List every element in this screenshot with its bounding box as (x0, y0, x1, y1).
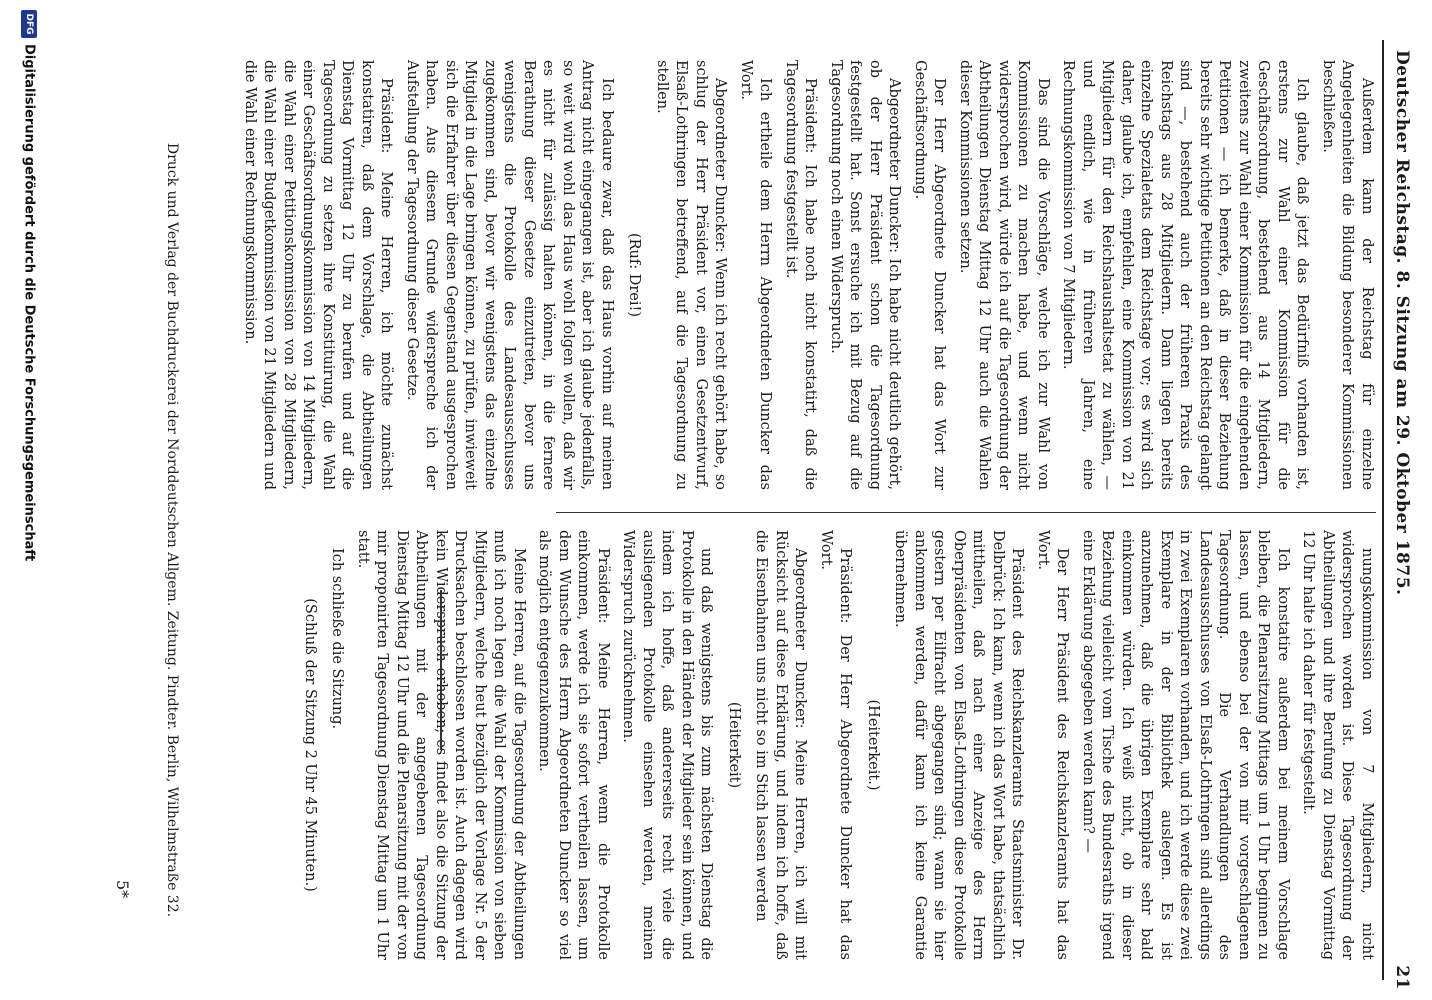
paragraph: Ich bedaure zwar, daß das Haus vorhin auf meinen Antrag nicht eingegangen ist, aber ich glaube jedenfalls, so weit wird wohl das Haus wohl folgen wollen, daß wir es nicht für zulässig halten können, in die fernere Berathung dieser Gesetze einzutreten, bevor uns wenigstens die Protokolle des Landesausschusses zugekommen sind, bevor wir wenigstens das einzelne Mitglied in die Lage bringen können, zu prüfen, inwieweit sich die Erfahrer über diesen Gegenstand ausgesprochen haben. Aus diesem Grunde widerspreche ich der Aufstellung der Tagesordnung dieser Gesetze. (404, 60, 615, 490)
printer-imprint: Druck und Verlag der Buchdruckerei der Norddeutschen Allgem. Zeitung. Pindter. Berlin, Wilhelmstraße 32. (164, 142, 180, 918)
column-divider (556, 512, 1376, 513)
paragraph: Präsident: Meine Herren, ich möchte zunächst konstatiren, daß dem Vorschlage, die Abtheilungen Dienstag Vormittag 12 Uhr zu berufen und auf die Tagesordnung zu setzen ihre Konstituirung, die Wahl einer Geschäftsordnungskommission von 14 Mitgliedern, die Wahl einer Petitionskommission von 28 Mitgliedern, die Wahl einer Budgetkommission von 21 Mitgliedern und die Wahl einer Rechnungskommission. (242, 60, 395, 490)
running-title: Deutscher Reichstag. 8. Sitzung am 29. Oktober 1875. (1392, 50, 1412, 596)
paragraph: Präsident: Meine Herren, wenn die Protokolle einkommen, werde ich sie sofort vertheilen lassen, um dem Wunsche des Herrn Abgeordneten Duncker so viel als möglich entgegenzukommen. (536, 530, 611, 960)
dfg-notice-text: Digitalisierung gefördert durch die Deutsche Forschungsgemeinschaft (21, 44, 37, 562)
paragraph: Ich schließe die Sitzung. (329, 548, 346, 730)
signature-mark: 5* (113, 880, 132, 899)
paragraph: Abgeordneter Duncker: Wenn ich recht gehört habe, so schlug der Herr Präsident vor, einen Gesetzentwurf, Elsaß-Lothringen betreffend, auf die Tagesordnung zu stellen. (654, 60, 729, 490)
paragraph: Ich konstatire außerdem bei meinem Vorschlage bleiben, die Plenarsitzung Mittags um 1 Uhr beginnen zu lassen, und ebenso bei der von mir vorgeschlagenen Tagesordnung. Die Verhandlungen des Landesausschusses von Elsaß-Lothringen sind allerdings in zwei Exemplaren vorhanden, und ich werde diese zwei Exemplare in der Bibliothek auslegen. Es ist anzunehmen, daß die übrigen Exemplare sehr bald einkommen würden. Ich weiß nicht, ob in dieser Beziehung vielleicht vom Tische des Bundesraths irgend eine Erklärung abgegeben werden kann? — (1080, 530, 1291, 960)
interjection: (Ruf: Drei!) (626, 232, 643, 318)
paragraph: Präsident des Reichskanzleramts Staatsminister Dr. Delbrück: Ich kann, wenn ich das Wort habe, thatsächlich mittheilen, daß nach einer Anzeige des Herrn Oberpräsidenten von Elsaß-Lothringen diese Protokolle gestern per Eilfracht abgegangen sind; wann sie hier ankommen werden, dafür kann ich keine Garantie übernehmen. (892, 530, 1026, 960)
end-rule (440, 590, 442, 750)
interjection: (Schluß der Sitzung 2 Uhr 45 Minuten.) (302, 598, 318, 892)
paragraph: Meine Herren, auf die Tagesordnung der Abtheilungen muß ich noch legen die Wahl der Kommission von sieben Mitgliedern, welche heut bezüglich der Vorlage Nr. 5 der Drucksachen beschlossen worden ist. Auch dagegen wird kein Widerspruch erhoben; es findet also die Sitzung der Abtheilungen mit der angegebenen Tagesordnung Dienstag Mittag 12 Uhr und die Plenarsitzung mit der von mir proponirten Tagesordnung Dienstag Mittag um 1 Uhr statt. (355, 530, 527, 960)
paragraph: Präsident: Ich habe noch nicht konstatirt, daß die Tagesordnung festgestellt ist. (783, 60, 819, 490)
paragraph: Der Herr Abgeordnete Duncker hat das Wort zur Geschäftsordnung. (912, 60, 948, 490)
paragraph: Präsident: Der Herr Abgeordnete Duncker hat das Wort. (818, 530, 854, 960)
interjection: (Heiterkeit) (726, 701, 742, 789)
paragraph: Abgeordneter Duncker: Ich habe nicht deutlich gehört, ob der Herr Präsident schon die Tagesordnung festgestellt hat. Sonst ersuche ich mit Bezug auf die Tagesordnung noch einen Widerspruch. (828, 60, 903, 490)
paragraph: Abgeordneter Duncker: Meine Herren, ich will mit Rücksicht auf diese Erklärung, und indem ich hoffe, daß die Eisenbahnen uns nicht so im Stich lassen werden (753, 530, 809, 960)
dfg-logo: DFG (21, 10, 37, 38)
header-rule (1382, 40, 1384, 980)
right-text-column (292, 530, 1377, 960)
paragraph: Ich glaube, daß jetzt das Bedürfniß vorhanden ist, erstens zur Wahl einer Kommission für die Geschäftsordnung, bestehend aus 14 Mitgliedern, zweitens zur Wahl einer Kommission für die eingehenden Petitionen — ich bemerke, daß in dieser Beziehung bereits sehr wichtige Petitionen an den Reichstag gelangt sind —, bestehend auch der früheren Praxis des Reichstags aus 28 Mitgliedern. Dann liegen bereits einzelne Spezialetats dem Reichstage vor; es wird sich daher, glaube ich, empfehlen, eine Kommission von 21 Mitgliedern für den Reichshaushaltsetat zu wählen, — und endlich, wie in früheren Jahren, eine Rechnungskommission von 7 Mitgliedern. (1060, 60, 1311, 490)
interjection: (Heiterkeit.) (865, 699, 881, 791)
page-number: 21 (1392, 965, 1412, 990)
dfg-funding-notice (7, 0, 37, 1000)
paragraph: Außerdem kann der Reichstag für einzelne Angelegenheiten die Bildung besonderer Kommissionen beschließen. (1320, 60, 1375, 490)
paragraph: und daß wenigstens bis zum nächsten Dienstag die Protokolle in den Händen der Mitglieder sein können, und indem ich hoffe, daß andererseits recht viele die ausliegenden Protokolle einsehen werden, meinen Widerspruch zurücknehmen. (620, 530, 715, 960)
left-text-column (234, 60, 1377, 490)
paragraph: Das sind die Vorschläge, welche ich zur Wahl von Kommissionen zu machen habe, und wenn nicht widersprochen wird, würde ich auf die Tagesordnung der Abtheilungen Dienstag Mittag 12 Uhr auch die Wahlen dieser Kommissionen setzen. (957, 60, 1051, 490)
paragraph: nungskommission von 7 Mitgliedern, nicht widersprochen worden ist. Diese Tagesordnung der Abtheilungen und ihre Berufung zu Dienstag Vormittag 12 Uhr halte ich daher für festgestellt. (1300, 530, 1375, 960)
paragraph: Der Herr Präsident des Reichskanzleramts hat das Wort. (1035, 530, 1071, 960)
page-header (1386, 40, 1412, 1000)
paragraph: Ich ertheile dem Herrn Abgeordneten Duncker das Wort. (738, 60, 774, 490)
